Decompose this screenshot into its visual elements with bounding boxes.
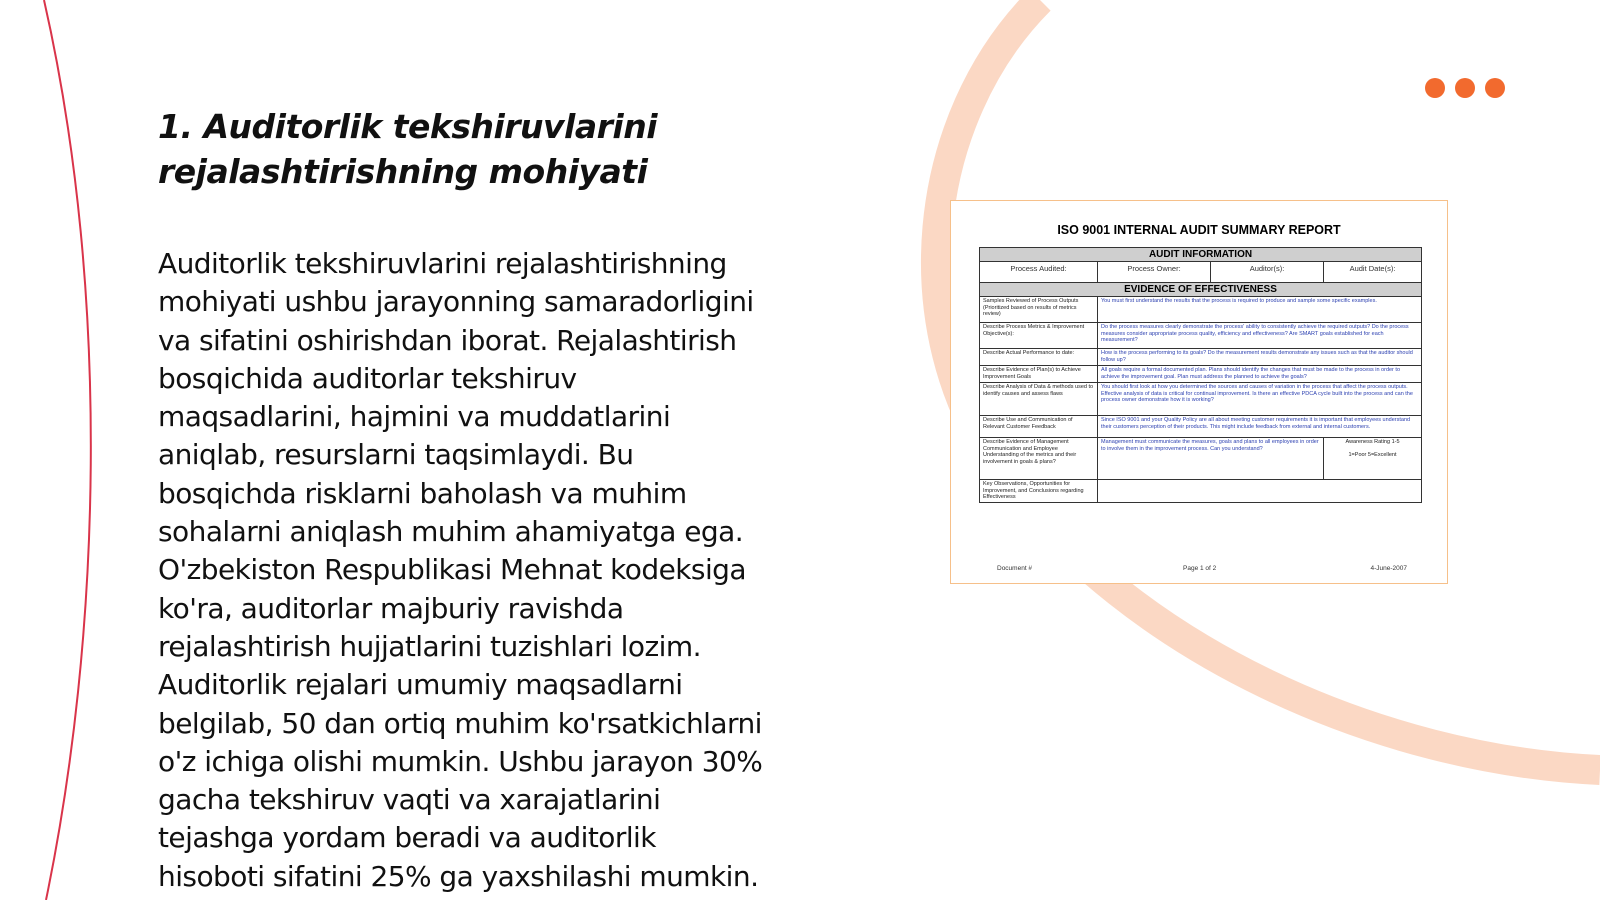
body-line: Auditorlik tekshiruvlarini rejalashtirishning — [158, 247, 727, 280]
row-label: Samples Reviewed of Process Outputs (Prioritized based on results of metrics review) — [980, 297, 1098, 323]
dot-icon — [1425, 78, 1445, 98]
section-header-audit-info: AUDIT INFORMATION — [980, 248, 1422, 262]
row-answer: All goals require a formal documented plan. Plans should identify the changes that must be made to the process in order to achieve the improvement goal. Plan must address the planned to achieve the goals? — [1098, 366, 1422, 383]
slide-body-text — [158, 245, 848, 896]
body-line: hisoboti sifatini 25% ga yaxshilashi mumkin. — [158, 859, 759, 893]
body-line: mohiyati ushbu jarayonning samaradorligini — [158, 285, 754, 319]
rating-scale: 1=Poor 5=Excellent — [1348, 452, 1397, 458]
header-process-owner: Process Owner: — [1098, 262, 1211, 283]
header-process-audited: Process Audited: — [980, 262, 1098, 283]
audit-report-image — [950, 200, 1448, 584]
body-line: belgilab, 50 dan ortiq muhim ko'rsatkichlarni — [158, 706, 762, 740]
row-label: Describe Evidence of Plan(s) to Achieve Improvement Goals — [980, 366, 1098, 383]
header-auditors: Auditor(s): — [1211, 262, 1324, 283]
footer-document-number: Document # — [997, 565, 1033, 572]
slide-title — [158, 104, 818, 194]
body-line: gacha tekshiruv vaqti va xarajatlarini — [158, 783, 661, 817]
body-line: va sifatini oshirishdan iborat. Rejalashtirish — [158, 323, 737, 357]
slide-title-line: 1. Auditorlik tekshiruvlarini — [158, 107, 658, 146]
row-answer: Do the process measures clearly demonstrate the process' ability to consistently achieve the required outputs? Do the process measures consider appropriate process quality, efficiency and effectiveness? Are SMART goals established for each measurement? — [1098, 323, 1422, 349]
section-header-evidence: EVIDENCE OF EFFECTIVENESS — [980, 283, 1422, 297]
three-dots-icon — [1425, 78, 1505, 98]
body-line: tejashga yordam beradi va auditorlik — [158, 821, 656, 855]
body-line: bosqichda risklarni baholash va muhim — [158, 476, 687, 510]
footer-page-number: Page 1 of 2 — [1183, 565, 1217, 572]
header-audit-dates: Audit Date(s): — [1324, 262, 1422, 283]
row-label: Describe Actual Performance to date: — [980, 349, 1098, 366]
row-answer: How is the process performing to its goals? Do the measurement results demonstrate any issues such as that the auditor should follow up? — [1098, 349, 1422, 366]
dot-icon — [1485, 78, 1505, 98]
body-line: sohalarni aniqlash muhim ahamiyatga ega. — [158, 515, 744, 549]
slide-title-line: rejalashtirishning mohiyati — [158, 152, 648, 191]
body-line: Auditorlik rejalari umumiy maqsadlarni — [158, 668, 683, 702]
decor-red-curve — [44, 0, 91, 900]
audit-report-table — [979, 247, 1422, 503]
row-label: Describe Analysis of Data & methods used to identify causes and assess flaws — [980, 383, 1098, 416]
row-answer: Management must communicate the measures, goals and plans to all employees in order to involve them in the improvement process. Can you understand? — [1098, 438, 1324, 480]
row-label: Describe Process Metrics & Improvement Objective(s): — [980, 323, 1098, 349]
body-line: aniqlab, resurslarni taqsimlaydi. Bu — [158, 438, 634, 472]
body-line: bosqichida auditorlar tekshiruv — [158, 361, 577, 395]
row-label: Describe Use and Communication of Relevant Customer Feedback — [980, 416, 1098, 438]
row-label: Key Observations, Opportunities for Improvement, and Conclusions regarding Effectiveness — [980, 480, 1098, 503]
body-line: maqsadlarini, hajmini va muddatlarini — [158, 400, 671, 434]
row-label: Describe Evidence of Management Communication and Employee Understanding of the metrics and their involvement in goals & plans? — [980, 438, 1098, 480]
row-answer: You must first understand the results that the process is required to produce and sample some specific examples. — [1098, 297, 1422, 323]
body-line: ko'ra, auditorlar majburiy ravishda — [158, 591, 624, 625]
rating-cell — [1324, 438, 1422, 480]
body-line: o'z ichiga olishi mumkin. Ushbu jarayon 30% — [158, 744, 763, 778]
dot-icon — [1455, 78, 1475, 98]
body-line: rejalashtirish hujjatlarini tuzishlari lozim. — [158, 629, 701, 663]
row-answer — [1098, 480, 1422, 503]
row-answer: Since ISO 9001 and your Quality Policy are all about meeting customer requirements it is important that employees understand their customers perception of their products. This might include feedback from external and internal customers. — [1098, 416, 1422, 438]
report-title: ISO 9001 INTERNAL AUDIT SUMMARY REPORT — [1057, 223, 1341, 237]
body-line: O'zbekiston Respublikasi Mehnat kodeksiga — [158, 553, 747, 587]
rating-label: Awareness Rating 1-5 — [1345, 439, 1400, 445]
row-answer: You should first look at how you determined the sources and causes of variation in the process that affect the process outputs. Effective analysis of data is critical for continual improvement. Is there an effective PDCA cycle built into the process and can the process owner demonstrate how it is working? — [1098, 383, 1422, 416]
footer-date: 4-June-2007 — [1370, 565, 1407, 572]
